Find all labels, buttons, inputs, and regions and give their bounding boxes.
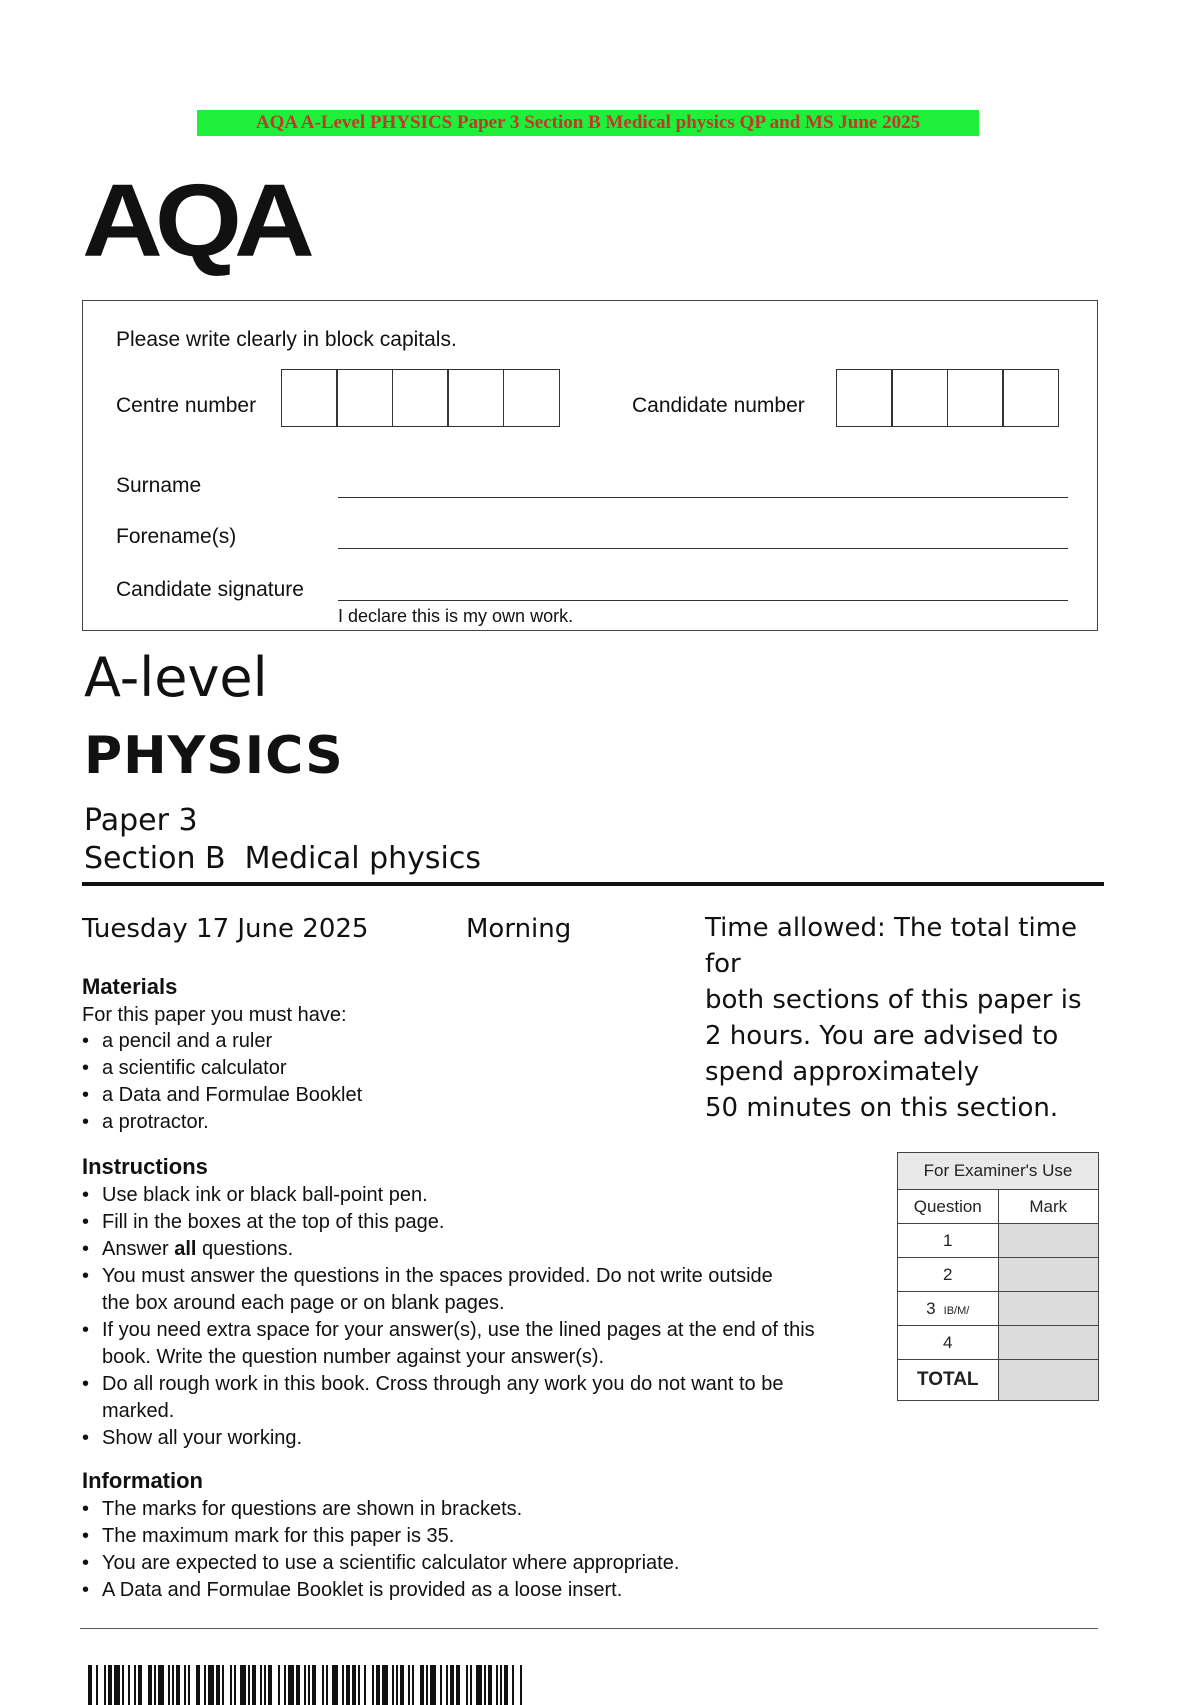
list-item: • You must answer the questions in the spaces provided. Do not write outside the box around each page or on blank pages. — [80, 1263, 860, 1317]
mark-cell — [998, 1258, 1099, 1292]
barcode-bar — [396, 1665, 398, 1705]
mark-cell — [998, 1292, 1099, 1326]
barcode-bar — [176, 1665, 180, 1705]
forenames-label: Forename(s) — [116, 525, 237, 548]
barcode-bar — [426, 1665, 428, 1705]
barcode-bar — [392, 1665, 394, 1705]
barcode-bar — [358, 1665, 360, 1705]
centre-number-digit-box[interactable] — [503, 369, 560, 427]
qualification-level: A-level — [84, 646, 268, 709]
instructions-heading: Instructions — [82, 1154, 208, 1179]
mark-cell — [998, 1224, 1099, 1258]
barcode-bar — [504, 1665, 508, 1705]
barcode-bar — [430, 1665, 436, 1705]
mark-cell — [998, 1326, 1099, 1360]
examiners-use-table — [897, 1152, 1099, 1401]
barcode-bar — [512, 1665, 514, 1705]
barcode-bar — [376, 1665, 380, 1705]
barcode-bar — [382, 1665, 388, 1705]
list-item: • a Data and Formulae Booklet — [80, 1082, 680, 1109]
barcode-bar — [184, 1665, 186, 1705]
time-allowed-line: both sections of this paper is — [705, 985, 1082, 1015]
barcode-bar — [400, 1665, 404, 1705]
barcode-bar — [308, 1665, 310, 1705]
barcode-bar — [230, 1665, 232, 1705]
time-allowed-line: 50 minutes on this section. — [705, 1093, 1059, 1123]
barcode-bar — [440, 1665, 442, 1705]
barcode-bar — [172, 1665, 174, 1705]
surname-label: Surname — [116, 474, 202, 497]
barcode-bar — [134, 1665, 136, 1705]
answer-all-emphasis: all — [174, 1238, 197, 1260]
barcode-bar — [446, 1665, 448, 1705]
centre-number-label: Centre number — [116, 394, 257, 417]
question-number-cell: 1 — [898, 1224, 999, 1258]
mark-column-header: Mark — [998, 1190, 1099, 1224]
list-item: • a protractor. — [80, 1109, 680, 1136]
subject-title: PHYSICS — [84, 726, 344, 786]
information-heading: Information — [82, 1468, 203, 1493]
barcode-bar — [234, 1665, 236, 1705]
barcode-bar — [322, 1665, 324, 1705]
list-item: • a scientific calculator — [80, 1055, 680, 1082]
barcode-bar — [476, 1665, 482, 1705]
barcode-bar — [288, 1665, 294, 1705]
answer-all-suffix: questions. — [196, 1238, 294, 1260]
examiners-use-header: For Examiner's Use — [898, 1153, 1099, 1190]
barcode-bar — [488, 1665, 492, 1705]
candidate-number-digit-box[interactable] — [836, 369, 893, 427]
candidate-number-digit-box[interactable] — [947, 369, 1004, 427]
forenames-line[interactable] — [338, 548, 1068, 549]
list-item — [80, 1236, 860, 1263]
footer-divider — [80, 1628, 1098, 1629]
barcode-bar — [168, 1665, 170, 1705]
time-allowed — [705, 910, 1105, 1126]
barcode-bar — [240, 1665, 246, 1705]
section-title: Section B Medical physics — [84, 841, 482, 876]
aqa-logo: AQA — [82, 162, 307, 278]
barcode-bar — [312, 1665, 316, 1705]
barcode-bar — [470, 1665, 472, 1705]
centre-number-boxes[interactable] — [282, 369, 560, 427]
question-number-cell: 2 — [898, 1258, 999, 1292]
materials-intro: For this paper you must have: — [82, 1004, 347, 1026]
barcode-bar — [208, 1665, 214, 1705]
candidate-number-boxes[interactable] — [837, 369, 1059, 427]
list-item: • The maximum mark for this paper is 35. — [80, 1523, 880, 1550]
list-item: • Show all your working. — [80, 1425, 860, 1452]
information-list — [80, 1496, 880, 1604]
barcode-bar — [248, 1665, 250, 1705]
document-banner: AQA A-Level PHYSICS Paper 3 Section B Medical physics QP and MS June 2025 — [197, 110, 979, 136]
barcode-bar — [138, 1665, 142, 1705]
title-divider — [82, 882, 1104, 886]
instructions-list — [80, 1182, 860, 1452]
barcode-bar — [196, 1665, 200, 1705]
barcode-bar — [372, 1665, 374, 1705]
question-number-cell: 4 — [898, 1326, 999, 1360]
centre-number-digit-box[interactable] — [392, 369, 449, 427]
barcode-bar — [284, 1665, 286, 1705]
question-note: IB/M/ — [943, 1304, 970, 1317]
signature-line[interactable] — [338, 600, 1068, 601]
centre-number-digit-box[interactable] — [281, 369, 338, 427]
barcode-bar — [496, 1665, 498, 1705]
total-mark-cell — [998, 1360, 1099, 1401]
barcode-bar — [326, 1665, 328, 1705]
surname-line[interactable] — [338, 497, 1068, 498]
barcode-bar — [154, 1665, 156, 1705]
barcode — [88, 1665, 528, 1705]
list-item: • Use black ink or black ball-point pen. — [80, 1182, 860, 1209]
list-item: • Do all rough work in this book. Cross through any work you do not want to be marked. — [80, 1371, 860, 1425]
paper-number: Paper 3 — [84, 803, 198, 838]
exam-session: Morning — [466, 914, 572, 944]
barcode-bar — [260, 1665, 262, 1705]
materials-heading: Materials — [82, 974, 178, 999]
barcode-bar — [216, 1665, 220, 1705]
barcode-bar — [466, 1665, 468, 1705]
barcode-bar — [88, 1665, 92, 1705]
barcode-bar — [128, 1665, 130, 1705]
barcode-bar — [332, 1665, 338, 1705]
barcode-bar — [222, 1665, 224, 1705]
barcode-bar — [346, 1665, 350, 1705]
barcode-bar — [500, 1665, 502, 1705]
barcode-bar — [104, 1665, 106, 1705]
signature-label: Candidate signature — [116, 578, 304, 601]
barcode-bar — [114, 1665, 120, 1705]
candidate-number-digit-box[interactable] — [1002, 369, 1059, 427]
barcode-bar — [450, 1665, 454, 1705]
time-allowed-line: spend approximately — [705, 1057, 980, 1087]
barcode-bar — [408, 1665, 410, 1705]
list-item: • You are expected to use a scientific calculator where appropriate. — [80, 1550, 880, 1577]
barcode-bar — [188, 1665, 190, 1705]
time-allowed-line: 2 hours. You are advised to — [705, 1021, 1059, 1051]
centre-number-digit-box[interactable] — [336, 369, 393, 427]
barcode-bar — [296, 1665, 300, 1705]
barcode-bar — [352, 1665, 356, 1705]
barcode-bar — [122, 1665, 124, 1705]
barcode-bar — [484, 1665, 486, 1705]
question-number-cell — [898, 1292, 999, 1326]
barcode-bar — [148, 1665, 152, 1705]
barcode-bar — [96, 1665, 98, 1705]
question-number: 3 — [926, 1298, 936, 1318]
total-label-cell: TOTAL — [898, 1360, 999, 1401]
barcode-bar — [158, 1665, 164, 1705]
barcode-bar — [268, 1665, 272, 1705]
barcode-bar — [364, 1665, 366, 1705]
candidate-number-label: Candidate number — [632, 394, 805, 417]
question-column-header: Question — [898, 1190, 999, 1224]
answer-all-prefix: Answer — [102, 1238, 175, 1260]
barcode-bar — [520, 1665, 522, 1705]
list-item: • Fill in the boxes at the top of this page. — [80, 1209, 860, 1236]
barcode-bar — [108, 1665, 112, 1705]
barcode-bar — [278, 1665, 280, 1705]
exam-date: Tuesday 17 June 2025 — [82, 914, 369, 944]
barcode-bar — [304, 1665, 306, 1705]
list-item: • If you need extra space for your answer(s), use the lined pages at the end of this book. Write the question number against your answer(s). — [80, 1317, 860, 1371]
barcode-bar — [420, 1665, 424, 1705]
declaration-text: I declare this is my own work. — [338, 606, 574, 626]
candidate-number-digit-box[interactable] — [891, 369, 948, 427]
barcode-bar — [456, 1665, 460, 1705]
list-item: • A Data and Formulae Booklet is provided as a loose insert. — [80, 1577, 880, 1604]
materials-list — [80, 1028, 680, 1136]
time-allowed-line: Time allowed: The total time for — [705, 913, 1078, 979]
list-item: • The marks for questions are shown in brackets. — [80, 1496, 880, 1523]
barcode-bar — [204, 1665, 206, 1705]
barcode-bar — [264, 1665, 266, 1705]
barcode-bar — [342, 1665, 344, 1705]
barcode-bar — [252, 1665, 256, 1705]
block-capitals-instruction: Please write clearly in block capitals. — [116, 328, 457, 351]
centre-number-digit-box[interactable] — [447, 369, 504, 427]
barcode-bar — [412, 1665, 414, 1705]
list-item: • a pencil and a ruler — [80, 1028, 680, 1055]
